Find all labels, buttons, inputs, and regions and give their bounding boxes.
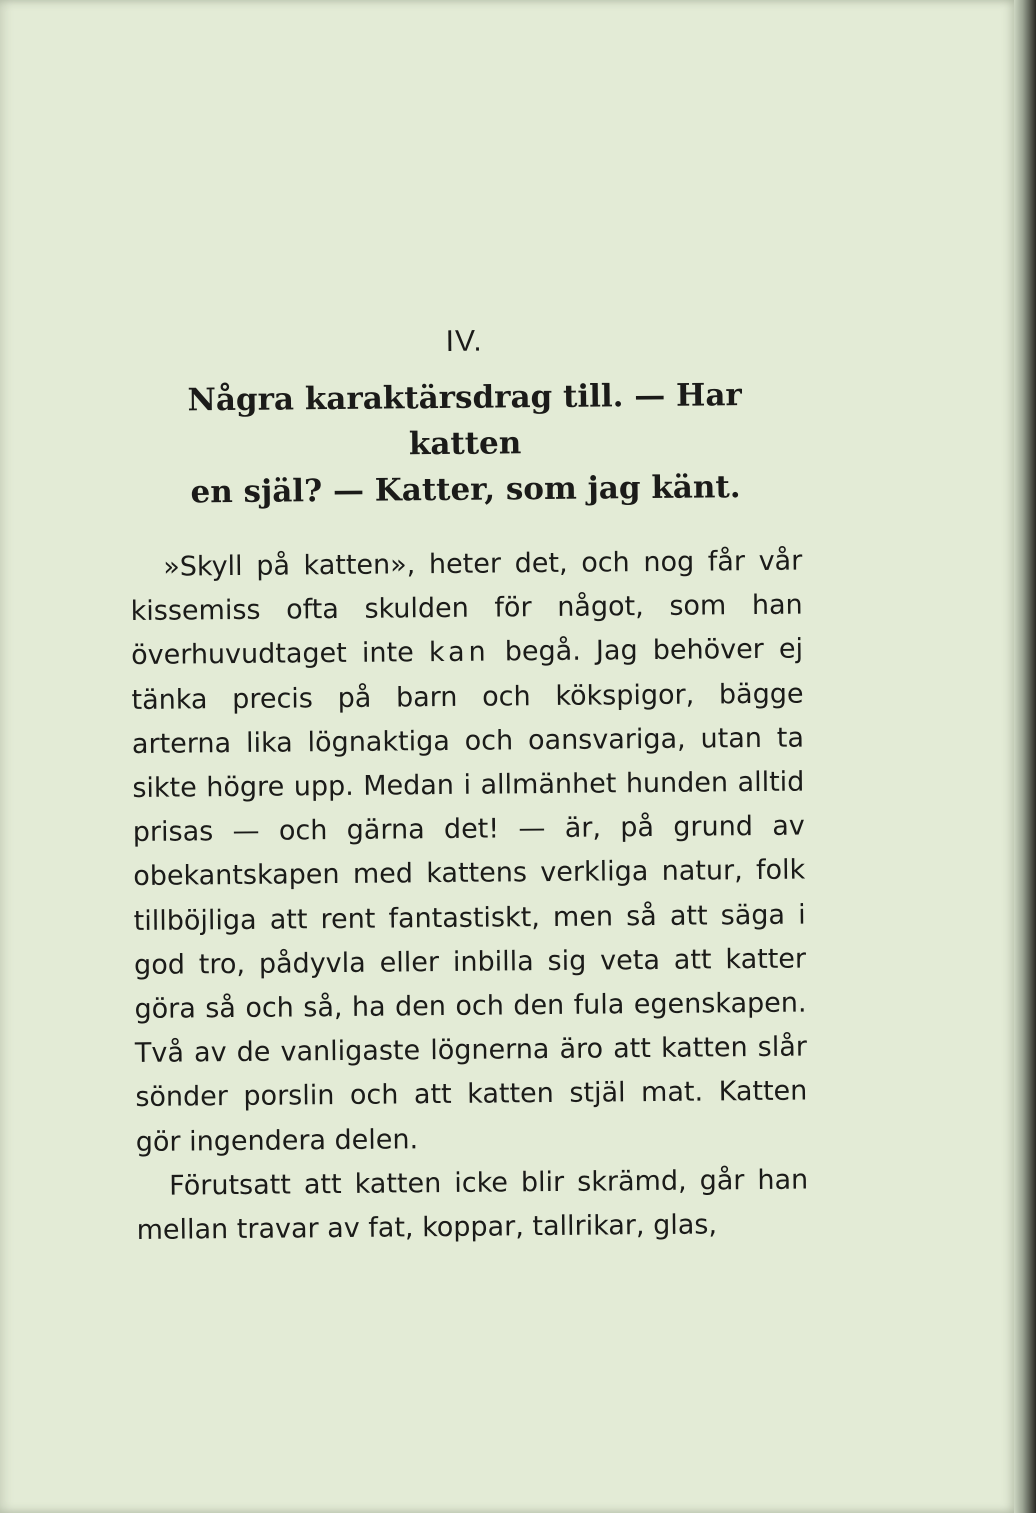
page-edge [1014, 0, 1036, 1513]
paragraph-1 [130, 540, 808, 1165]
chapter-title-line-1: Några karaktärsdrag till. — Har katten [187, 377, 742, 463]
chapter-title [128, 372, 801, 516]
chapter-number: IV. [445, 324, 483, 358]
chapter-title-line-2: en själ? — Katter, som jag känt. [190, 469, 741, 511]
paragraph-2: Förutsatt att katten icke blir skrämd, går han mellan travar av fat, koppar, tallrikar, glas, [136, 1164, 809, 1247]
paragraph-1-end: begå. Jag behöver ej tänka precis på barn och kökspigor, bägge arterna lika lögnaktiga och oansvariga, utan ta sikte högre upp. Medan i allmänhet hunden alltid prisas — och gärna det! — är, på grund av obekantskapen med kattens verkliga natur, folk tillböjliga att rent fantastiskt, men så att säga i god tro, pådyvla eller inbilla sig veta att katter göra så och så, ha den och den fula egenskapen. Två av de vanligaste lögnerna äro att katten slår sönder porslin och att katten stjäl mat. Katten gör ingendera delen. [131, 633, 808, 1158]
emphasized-word: kan [428, 636, 490, 669]
text-block [128, 324, 809, 1254]
paragraph-1-start: »Skyll på katten», heter det, och nog får vår kissemiss ofta skulden för något, som han överhuvudtaget inte [130, 545, 803, 672]
